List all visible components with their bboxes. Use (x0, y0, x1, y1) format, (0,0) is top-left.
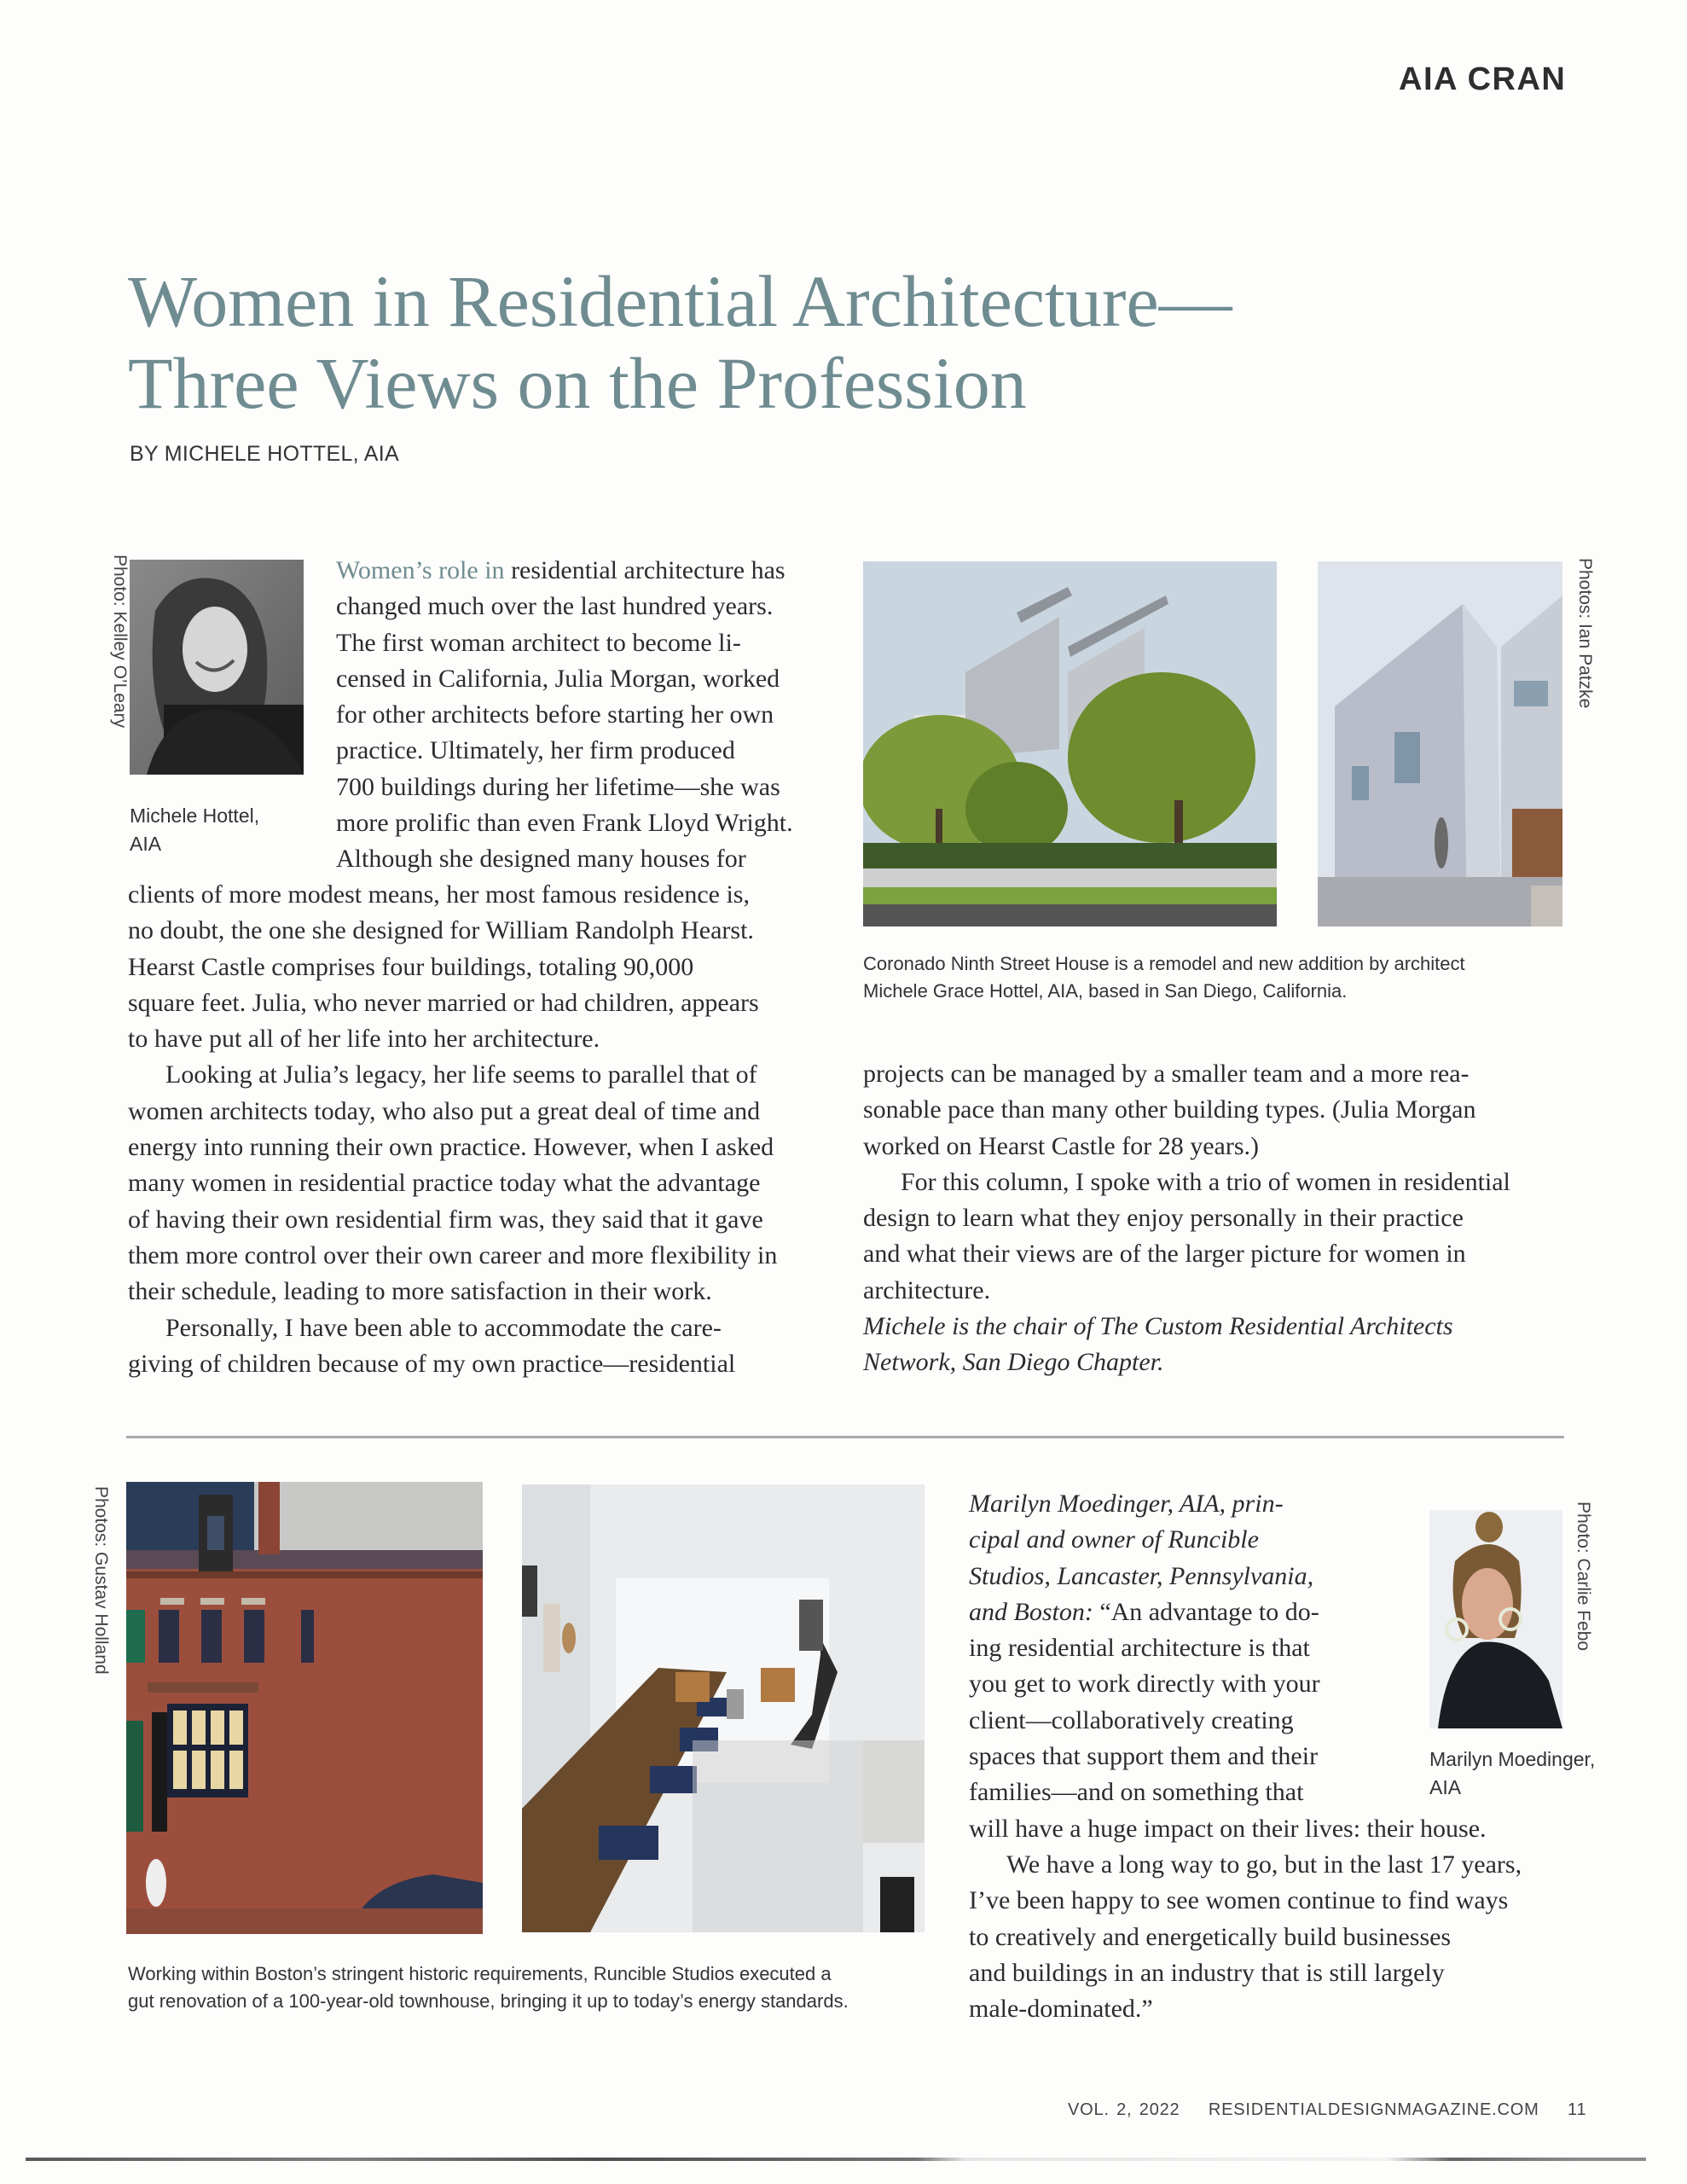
portrait-caption-moedinger: Marilyn Moedinger, AIA (1429, 1748, 1596, 1798)
photo-coronado-side-view (1318, 561, 1562, 926)
portrait-image (130, 560, 304, 775)
lead-in: Women’s role in (336, 556, 505, 584)
section-divider (126, 1436, 1564, 1438)
photo-credit-holland: Photos: Gustav Holland (91, 1486, 111, 1675)
page-footer (1068, 2100, 1586, 2120)
photo-credit-kelley: Photo: Kelley O’Leary (110, 555, 130, 729)
photo-brick-townhouse-image (126, 1482, 483, 1934)
photo-boston-townhouse-exterior (126, 1482, 483, 1934)
article-title (128, 260, 1322, 424)
portrait-michele-hottel (130, 560, 304, 775)
title-line-1: Women in Residential Architecture— (128, 260, 1232, 342)
left-column-body: clients of more modest means, her most famous residence is, no doubt, the one she designed for William Randolph Hearst. Hearst Castle comprises four buildings, totaling 90,000 square feet. Julia, who never married or had children, appears to have put all of her life into her architecture. Looking at Julia’s legacy, her life seems to parallel that of women architects today, who also put a great deal of time and energy into running their own practice. However, when I asked many women in residential practice today what the advantage of having their own residential firm was, they said that it gave them more control over their own career and more flexibility in their schedule, leading to more satisfaction in their work. Personally, I have been able to accommodate the care- giving of children because of my own practice—residential (128, 880, 778, 1378)
caption-coronado: Coronado Ninth Street House is a remodel and new addition by architect Michele Grace Hottel, AIA, based in San Diego, California. (863, 953, 1465, 1002)
right-column-body: projects can be managed by a smaller team and a more rea- sonable pace than many other building types. (Julia Morgan worked on Hearst Castle for 28 years.) For this column, I spoke with a trio of women in residential design to learn what they enjoy personally in their practice and what their views are of the larger picture for women in architecture. Michele is the chair of The Custom Residential Architects Network, San Diego Chapter. (863, 1056, 1614, 1381)
footer-website: RESIDENTIALDESIGNMAGAZINE.COM (1208, 2100, 1539, 2119)
author-bio: Michele is the chair of The Custom Residential Architects Network, San Diego Chapter. (863, 1312, 1453, 1377)
photo-dining-room-image (522, 1484, 925, 1932)
photo-coronado-facade-image (1318, 561, 1562, 926)
caption-boston: Working within Boston’s stringent historic requirements, Runcible Studios executed a gut renovation of a 100-year-old townhouse, bringing it up to today’s energy standards. (128, 1963, 849, 2012)
portrait-caption-hottel: Michele Hottel, AIA (130, 804, 260, 855)
title-line-2: Three Views on the Profession (128, 342, 1027, 424)
scan-edge-shadow (26, 2158, 1646, 2161)
intro-paragraph-wrapped: Women’s role in residential architecture has changed much over the last hundred years. The first woman architect to become li- censed in California, Julia Morgan, worked for other architects before starting her own practice. Ultimately, her firm produced 700 buildings during her lifetime—she was more prolific than even Frank Lloyd Wright. Although she designed many houses for (336, 556, 793, 874)
photo-credit-febo: Photo: Carlie Febo (1574, 1502, 1593, 1652)
page-number: 11 (1568, 2100, 1587, 2119)
photo-coronado-house-image (863, 561, 1277, 926)
footer-volume: VOL. 2, 2022 (1068, 2100, 1180, 2119)
byline: BY MICHELE HOTTEL, AIA (130, 442, 399, 466)
moedinger-quote: Marilyn Moedinger, AIA, prin- cipal and owner of Runcible Studios, Lancaster, Pennsylvania, and Boston: “An advantage to do- ing residential architecture is that you get to work directly with your client—collaboratively creating spaces that support them and their families—and on something that will have a huge impact on their lives: their house. We have a long way to go, but in the last 17 years, I’ve been happy to see women continue to find ways to creatively and energetically build businesses and buildings in an industry that is still largely male-dominated.” (969, 1490, 1522, 2024)
photo-coronado-street-view (863, 561, 1277, 926)
section-label: AIA CRAN (1399, 61, 1567, 97)
photo-credit-patzke: Photos: Ian Patzke (1575, 558, 1595, 709)
photo-boston-interior (522, 1484, 925, 1932)
